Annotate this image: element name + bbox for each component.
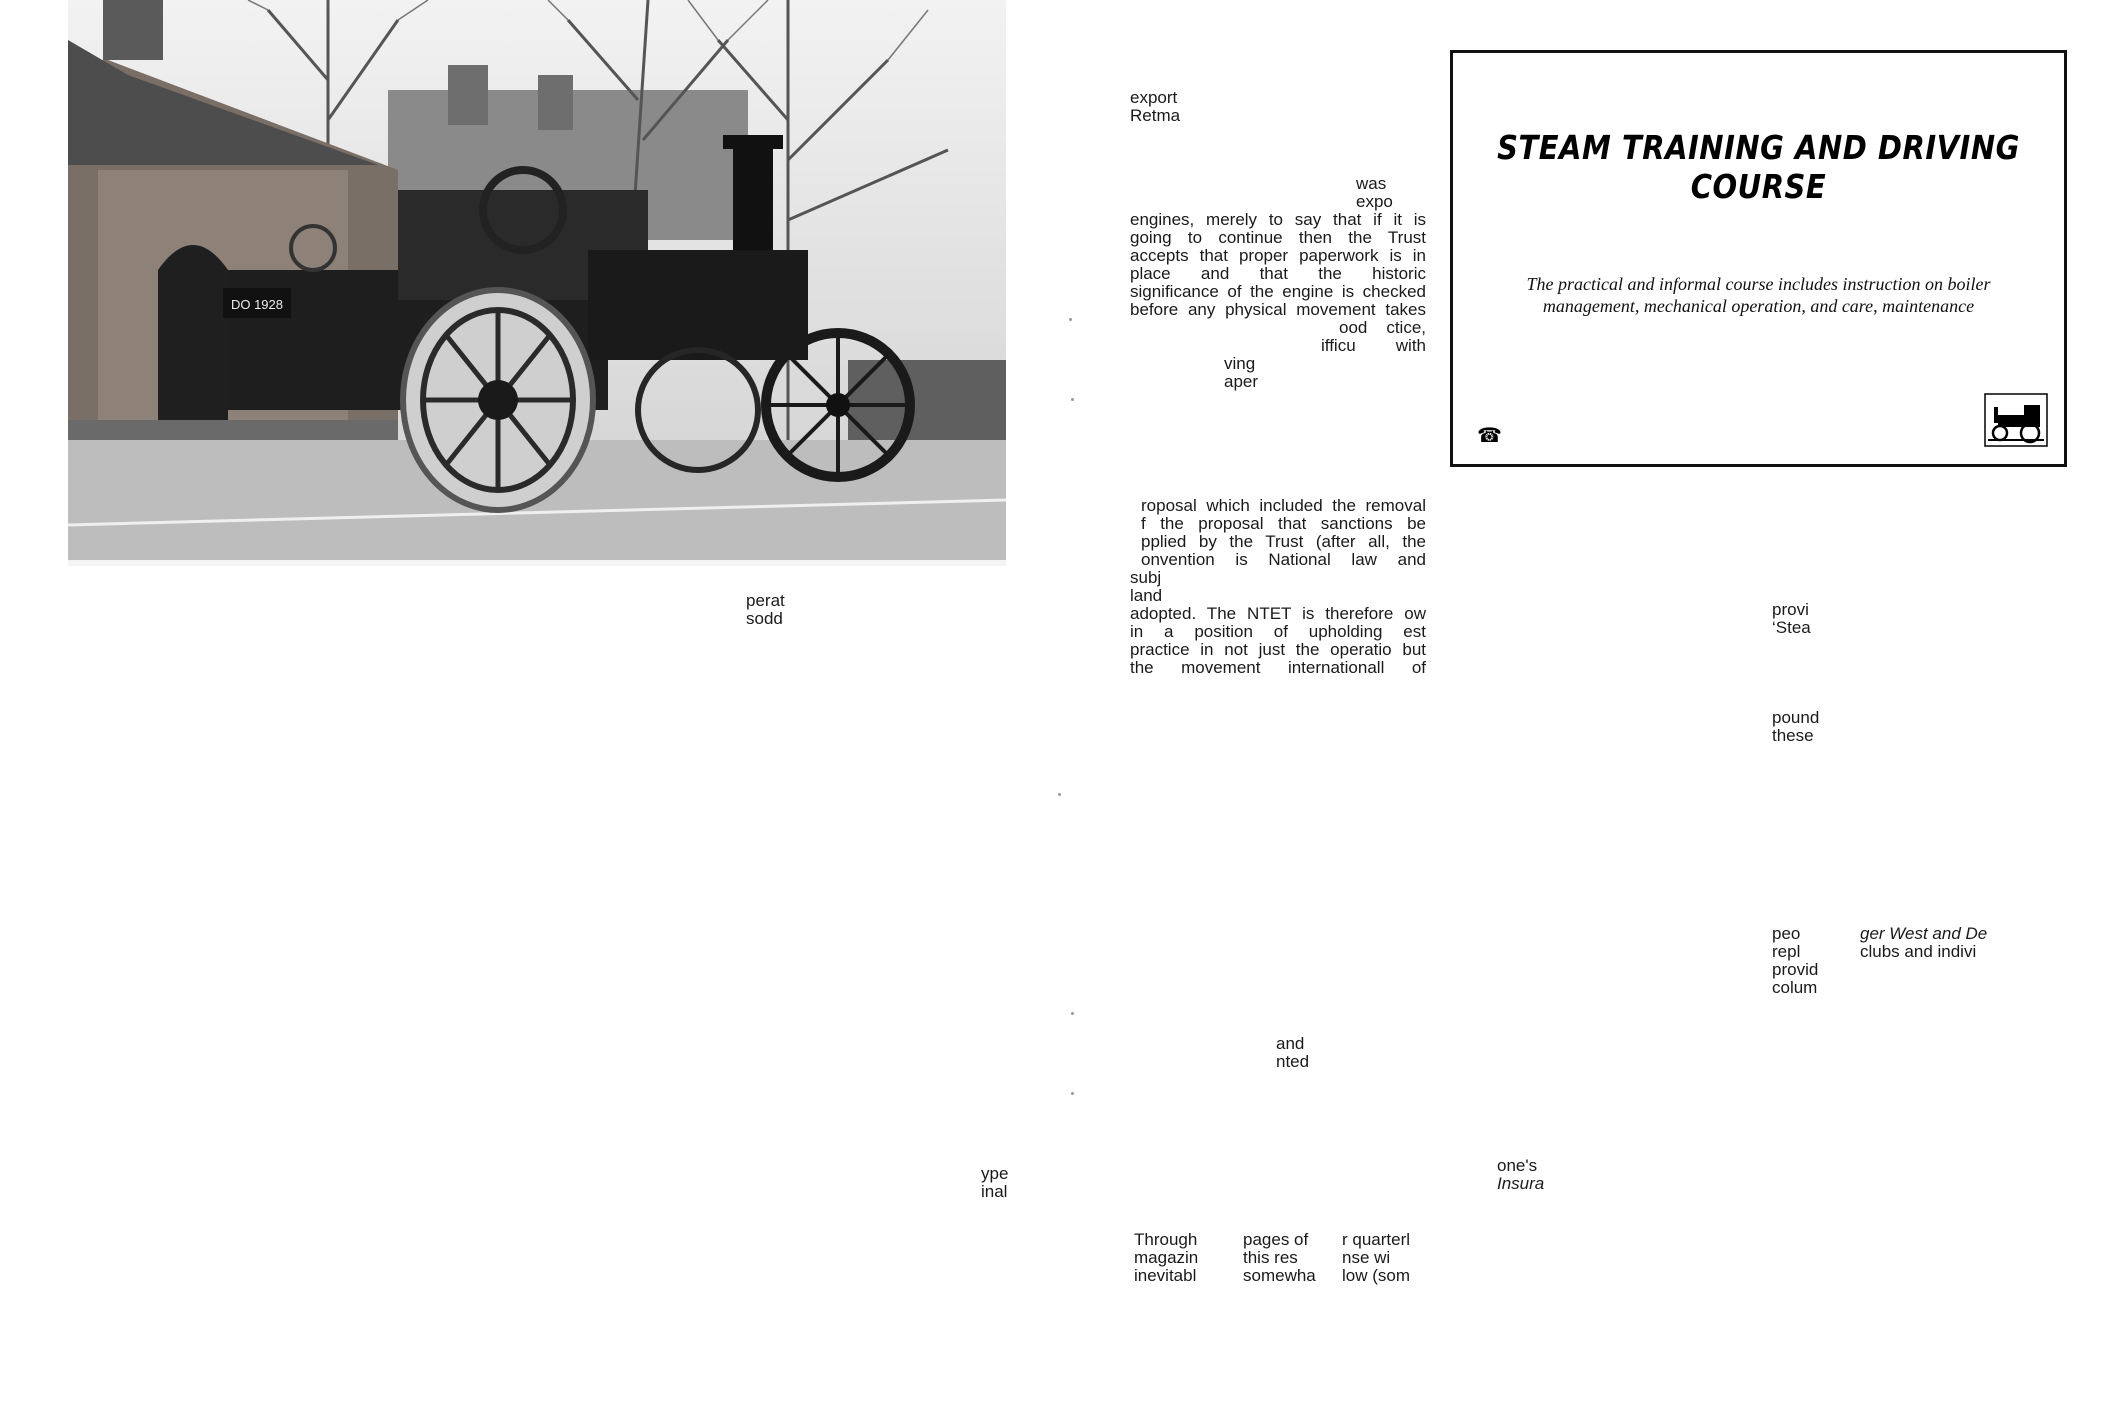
text-fragment-export: export Retma: [1130, 88, 1181, 125]
traction-engine-icon: [1984, 393, 2048, 447]
text-fragment-through: Through magazin inevitabl: [1134, 1230, 1199, 1285]
steam-course-advert: [1450, 50, 2067, 467]
text-fragment-and: and nted: [1276, 1034, 1310, 1071]
registration-plate: DO 1928: [230, 297, 284, 312]
text-fragment-ype: ype inal: [981, 1164, 1009, 1201]
text-fragment-gerwest: ger West and De: [1860, 924, 1988, 943]
text-fragment-ctice: ctice, with: [1386, 318, 1426, 355]
text-fragment-was: was expo: [1356, 174, 1393, 211]
page-speck: [1071, 1092, 1074, 1095]
text-fragment-peo: peo repl provid colum: [1772, 924, 1819, 997]
text-fragment-provi: provi ‘Stea: [1772, 600, 1811, 637]
advert-body: The practical and informal course includes instruction on boiler management, mechanical operation, and care, maintenance: [1526, 274, 1991, 316]
text-fragment-adopted: adopted. The NTET is therefore ow in a position of upholding est practice in not just the operatio but the movement internationall of: [1130, 604, 1426, 677]
text-fragment-clubs: clubs and indivi: [1860, 942, 1977, 961]
text-fragment-pound: pound these: [1772, 708, 1820, 745]
text-fragment-quarterl: r quarterl nse wi low (som: [1342, 1230, 1411, 1285]
traction-engine-photo: [68, 0, 1006, 566]
text-fragment-ving: ving aper: [1224, 354, 1259, 391]
page-speck: [1058, 793, 1061, 796]
phone-icon: ☎: [1477, 425, 1502, 447]
text-fragment-engines: engines, merely to say that if it is going to continue then the Trust accepts that proper paperwork is in place and that the historic significance of the engine is checked before any physical movement takes: [1130, 210, 1426, 319]
page-speck: [1071, 398, 1074, 401]
page-speck: [1069, 318, 1072, 321]
text-fragment-perat: perat sodd: [746, 591, 785, 628]
text-fragment-insura: Insura: [1497, 1174, 1545, 1193]
text-fragment-subj: subj land: [1130, 568, 1163, 605]
text-fragment-pages: pages of this res somewha: [1243, 1230, 1316, 1285]
text-fragment-ones: one's: [1497, 1156, 1538, 1175]
advert-title: STEAM TRAINING AND DRIVING COURSE: [1497, 127, 2020, 207]
page-speck: [1071, 1012, 1074, 1015]
text-fragment-ood: ood ifficu: [1321, 318, 1368, 355]
text-fragment-roposal: roposal which included the removal f the proposal that sanctions be pplied by the Trust (after all, the onvention is National law and: [1141, 496, 1426, 569]
